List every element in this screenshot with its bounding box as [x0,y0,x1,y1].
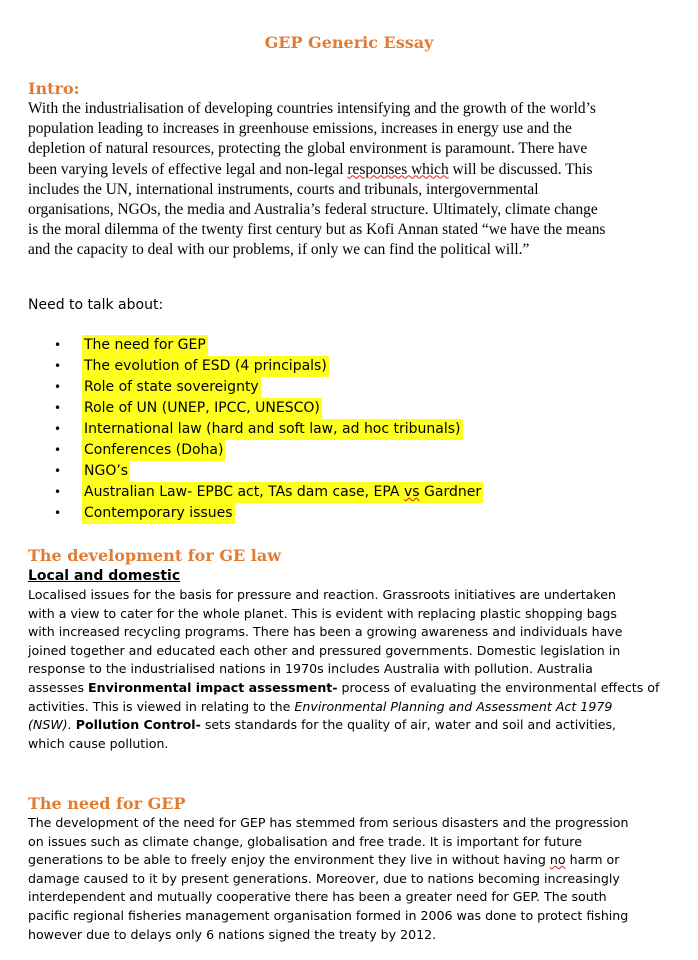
bullet-icon: • [54,422,62,436]
need-to-talk-label: Need to talk about: [28,297,164,313]
bullet-icon: • [54,506,62,520]
term-pollution-control: Pollution Control- [75,717,201,733]
act-citation: Environmental Planning and Assessment Act 1979 [294,698,613,714]
paragraph-text: harm or [565,852,620,868]
list-item-text: Contemporary issues [82,503,235,524]
paragraph-line: interdependent and mutually cooperative there has been a greater need for GEP. The south [28,889,607,905]
paragraph-text: generations to be able to freely enjoy the environment they live in without having [28,852,550,868]
paragraph-line [28,679,659,698]
bullet-icon: • [54,464,62,478]
bullet-icon: • [54,380,62,394]
bullet-icon: • [54,485,62,499]
local-domestic-subheading: Local and domestic [28,568,181,584]
intro-line: includes the UN, international instruments, courts and tribunals, intergovernmental [28,180,539,198]
intro-line: organisations, NGOs, the media and Australia’s federal structure. Ultimately, climate change [28,201,598,219]
bullet-icon: • [54,401,62,415]
paragraph-line: however due to delays only 6 nations signed the treaty by 2012. [28,926,437,942]
paragraph-line: which cause pollution. [28,735,169,751]
development-paragraph [28,586,659,753]
intro-line [28,160,673,180]
paragraph-line [28,851,628,870]
spellcheck-flag[interactable]: responses which [347,160,449,178]
intro-paragraph [28,99,673,261]
paragraph-text: assesses [28,679,89,695]
paragraph-text: process of evaluating the environmental effects of [337,679,660,695]
paragraph-line: The development of the need for GEP has stemmed from serious disasters and the progression [28,815,629,830]
intro-line: is the moral dilemma of the twenty first century but as Kofi Annan stated “we have the means [28,221,606,239]
intro-line-text: been varying levels of effective legal and non-legal [28,160,348,178]
bullet-icon: • [54,338,62,352]
need-for-gep-heading: The need for GEP [28,794,186,813]
need-for-gep-paragraph [28,814,628,944]
paragraph-line: pacific regional fisheries management organisation formed in 2006 was done to protect fishing [28,907,629,923]
list-item-text: Conferences (Doha) [82,440,225,461]
list-item-text: The evolution of ESD (4 principals) [82,356,329,377]
intro-line: population leading to increases in greenhouse emissions, increases in energy use and the [28,120,572,138]
term-eia: Environmental impact assessment- [88,679,338,695]
bullet-icon: • [54,359,62,373]
intro-heading: Intro: [28,79,80,98]
paragraph-line: joined together and educated each other and pressured governments. Domestic legislation in [28,642,621,658]
list-item-text: Role of UN (UNEP, IPCC, UNESCO) [82,398,322,419]
list-item-text-part: Australian Law- EPBC act, TAs dam case, EPA [84,484,404,500]
paragraph-line [28,716,659,735]
list-item-text: NGO’s [82,461,130,482]
paragraph-text: sets standards for the quality of air, water and soil and activities, [200,717,617,733]
paragraph-line: on issues such as climate change, globalisation and free trade. It is important for future [28,833,582,849]
spellcheck-flag[interactable]: no [549,852,566,868]
paragraph-line: Localised issues for the basis for pressure and reaction. Grassroots initiatives are undertaken [28,587,616,602]
intro-line-text: will be discussed. This [448,160,593,178]
list-item-text: The need for GEP [82,335,208,356]
paragraph-line: with increased recycling programs. There has been a growing awareness and individuals have [28,624,623,640]
paragraph-line: damage caused to it by present generations. Moreover, due to nations becoming increasingly [28,870,620,886]
list-item-text: Role of state sovereignty [82,377,261,398]
paragraph-line: response to the industrialised nations in 1970s includes Australia with pollution. Australia [28,661,593,677]
intro-line: depletion of natural resources, protecting the global environment is paramount. There have [28,140,588,158]
bullet-icon: • [54,443,62,457]
paragraph-line [28,698,659,717]
list-item-text [82,482,483,503]
spellcheck-flag[interactable]: vs [403,484,420,500]
paragraph-text: activities. This is viewed in relating to the [28,698,295,714]
paragraph-line: with a view to cater for the whole planet. This is evident with replacing plastic shopping bags [28,605,617,621]
list-item-text: International law (hard and soft law, ad hoc tribunals) [82,419,463,440]
intro-line: and the capacity to deal with our problems, if only we can find the political will.” [28,241,530,259]
development-heading: The development for GE law [28,546,281,565]
list-item-text-part: Gardner [419,484,482,500]
act-citation-state: (NSW). [28,717,72,733]
document-title: GEP Generic Essay [264,33,434,52]
intro-line: With the industrialisation of developing countries intensifying and the growth of the world’s [28,100,596,117]
